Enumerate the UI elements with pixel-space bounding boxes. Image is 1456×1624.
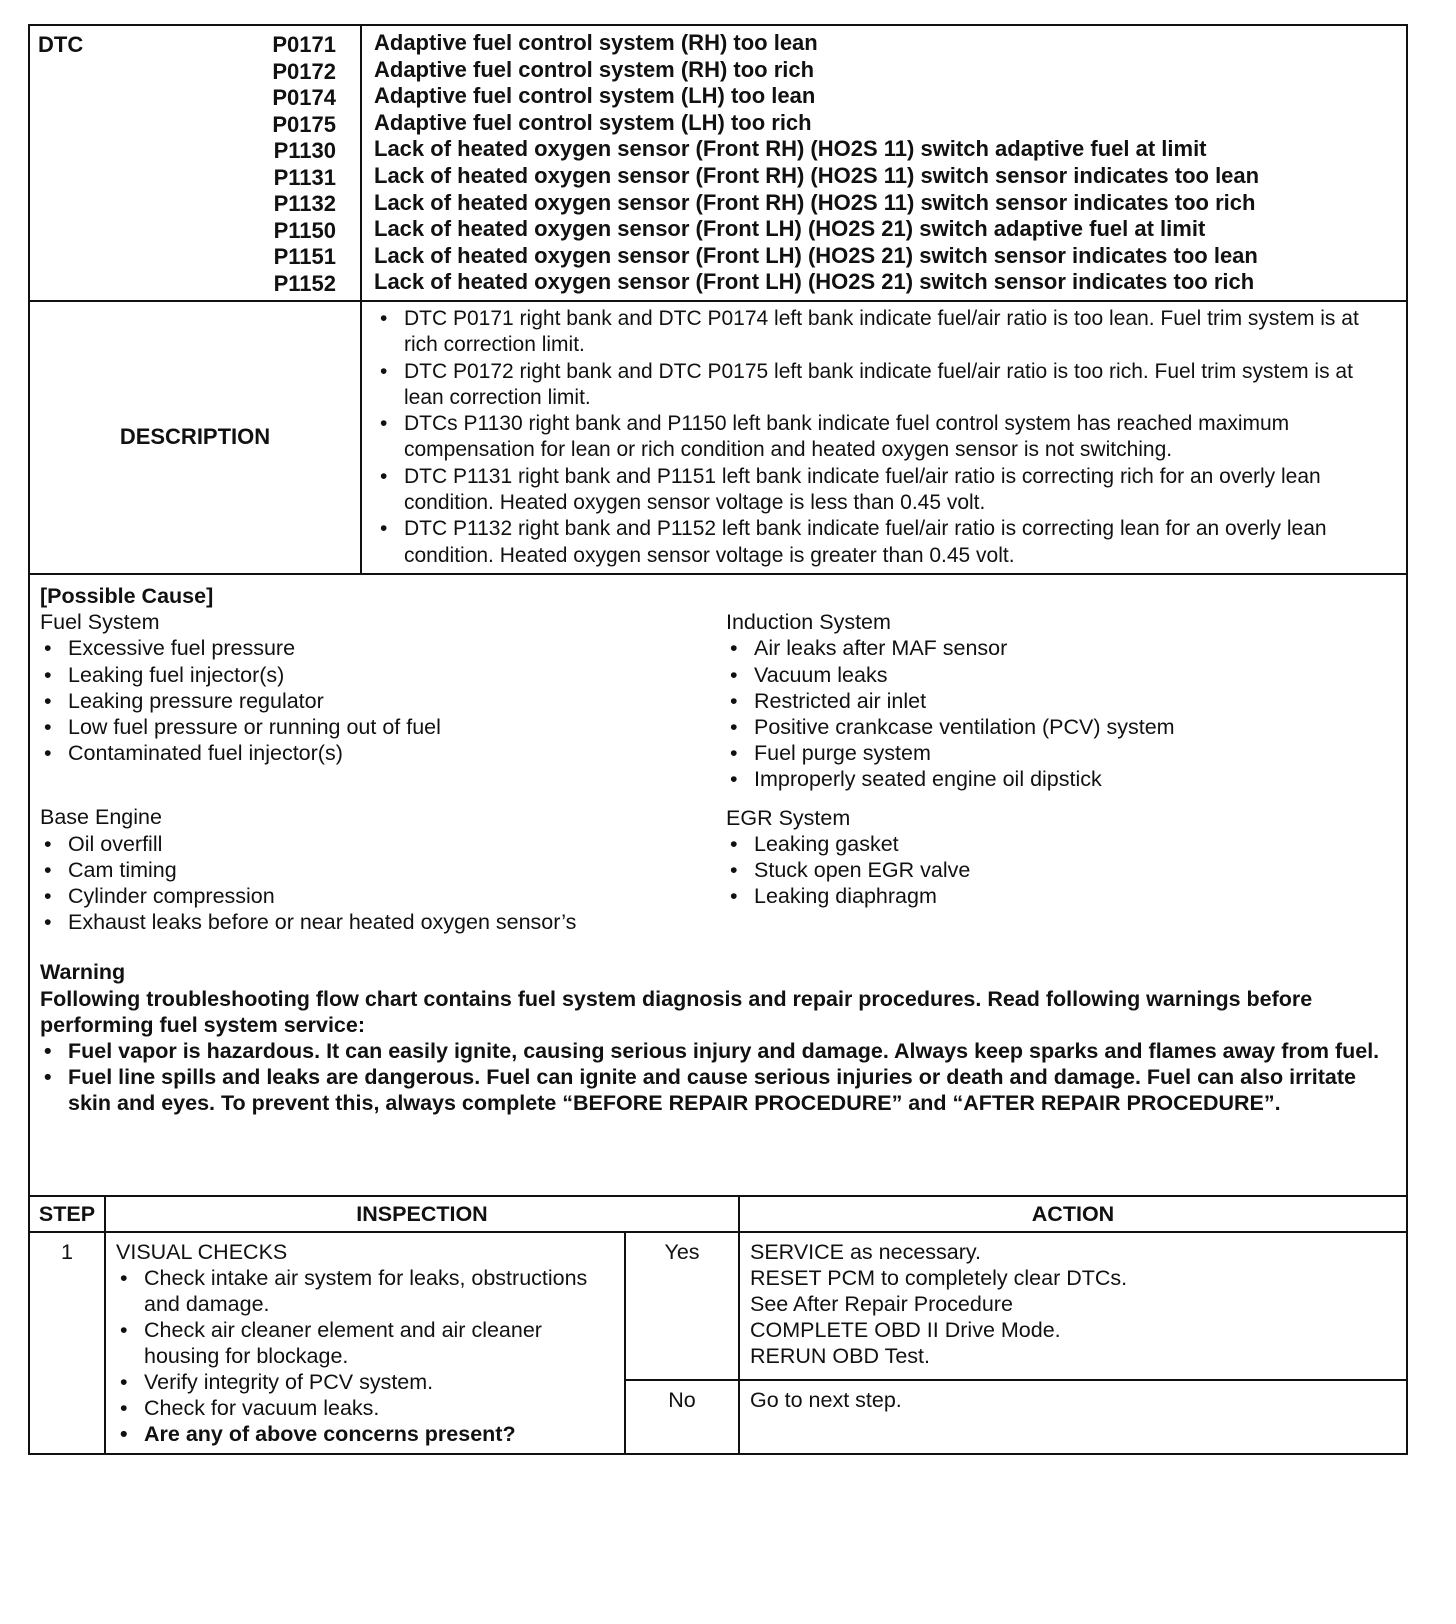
list-item: • Check for vacuum leaks.: [116, 1395, 614, 1421]
description-item: • DTC P1132 right bank and P1152 left bank indicate fuel/air ratio is correcting lean for an overly lean condition. Heated oxygen sensor voltage is greater than 0.45 volt.: [376, 516, 1394, 569]
warning-item: • Fuel line spills and leaks are dangerous. Fuel can ignite and cause serious injuries or death and damage. Fuel can also irritate skin and eyes. To prevent this, always complete “BEFORE REPAIR PROCEDURE” and “AFTER REPAIR PROCEDURE”.: [40, 1064, 1396, 1116]
inspection-header: INSPECTION: [105, 1196, 739, 1232]
description-item: • DTCs P1130 right bank and P1150 left bank indicate fuel control system has reached maximum compensation for lean or rich condition and heated oxygen sensor is not switching.: [376, 411, 1394, 464]
description-item: • DTC P1131 right bank and P1151 left bank indicate fuel/air ratio is correcting rich for an overly lean condition. Heated oxygen sensor voltage is less than 0.45 volt.: [376, 464, 1394, 517]
warning-title: Warning: [40, 960, 126, 985]
yes-label: Yes: [625, 1232, 739, 1380]
action-header: ACTION: [739, 1196, 1407, 1232]
no-action: Go to next step.: [739, 1380, 1407, 1454]
cause-columns: [40, 609, 1396, 947]
group-title: EGR System: [726, 805, 851, 830]
action-line: SERVICE as necessary.: [750, 1239, 982, 1264]
list-item: • Check intake air system for leaks, obstructions and damage.: [116, 1265, 614, 1317]
description-label: DESCRIPTION: [29, 301, 361, 574]
list-item: • Leaking pressure regulator: [40, 688, 726, 714]
description-item: • DTC P0172 right bank and DTC P0175 left bank indicate fuel/air ratio is too rich. Fuel trim system is at lean correction limit.: [376, 359, 1394, 412]
warning-block: [40, 959, 1396, 1116]
dtc-code: P0174: [272, 85, 336, 110]
dtc-text: Adaptive fuel control system (LH) too rich: [374, 109, 812, 135]
dtc-code: P1150: [273, 217, 336, 243]
warning-item: • Fuel vapor is hazardous. It can easily ignite, causing serious injury and damage. Always keep sparks and flames away from fuel.: [40, 1038, 1396, 1064]
service-manual-sheet: [28, 24, 1408, 1455]
inspection-list: [116, 1265, 614, 1447]
list-item: • Cam timing: [40, 857, 726, 883]
list-item: • Cylinder compression: [40, 883, 726, 909]
group-title: Base Engine: [40, 805, 162, 830]
cause-column-right: [726, 609, 1396, 947]
dtc-code: P1151: [273, 244, 336, 269]
dtc-code: P0172: [272, 58, 336, 84]
dtc-text: Adaptive fuel control system (RH) too lean: [374, 30, 818, 55]
dtc-code-column: [272, 32, 336, 297]
description-list: [376, 306, 1394, 569]
dtc-code: P1131: [273, 164, 336, 190]
list-item: • Leaking diaphragm: [726, 883, 1396, 909]
dtc-text: Lack of heated oxygen sensor (Front LH) (HO2S 21) switch sensor indicates too rich: [374, 269, 1255, 295]
cause-list: [40, 635, 726, 766]
dtc-label-cell: [29, 25, 361, 301]
warning-list: [40, 1038, 1396, 1117]
fuel-system-group: [40, 609, 726, 766]
list-item: • Excessive fuel pressure: [40, 635, 726, 661]
steps-table: [28, 1195, 1408, 1455]
cause-list: [726, 635, 1396, 792]
egr-system-group: [726, 805, 1396, 910]
induction-system-group: [726, 609, 1396, 792]
possible-cause-section: [28, 575, 1408, 1195]
list-item: • Stuck open EGR valve: [726, 857, 1396, 883]
action-line: COMPLETE OBD II Drive Mode.: [750, 1317, 1061, 1342]
dtc-text: Lack of heated oxygen sensor (Front RH) (HO2S 11) switch sensor indicates too rich: [374, 189, 1256, 215]
cause-column-left: [40, 609, 726, 947]
action-line: See After Repair Procedure: [750, 1291, 1013, 1316]
list-item: • Oil overfill: [40, 831, 726, 857]
dtc-text: Adaptive fuel control system (RH) too rich: [374, 56, 815, 82]
list-item: • Vacuum leaks: [726, 662, 1396, 688]
list-item: • Fuel purge system: [726, 740, 1396, 766]
list-item: • Check air cleaner element and air cleaner housing for blockage.: [116, 1317, 614, 1369]
dtc-text: Lack of heated oxygen sensor (Front RH) (HO2S 11) switch adaptive fuel at limit: [374, 136, 1207, 162]
inspection-title: VISUAL CHECKS: [116, 1239, 288, 1264]
inspection-cell: [105, 1232, 625, 1454]
list-item: • Low fuel pressure or running out of fuel: [40, 714, 726, 740]
dtc-text: Lack of heated oxygen sensor (Front RH) (HO2S 11) switch sensor indicates too lean: [374, 162, 1260, 188]
steps-header-row: [29, 1196, 1407, 1232]
cause-list: [40, 831, 726, 936]
list-item: • Exhaust leaks before or near heated oxygen sensor’s: [40, 909, 726, 935]
list-item: • Verify integrity of PCV system.: [116, 1369, 614, 1395]
yes-action-cell: [739, 1232, 1407, 1380]
list-item: • Positive crankcase ventilation (PCV) system: [726, 714, 1396, 740]
dtc-text: Lack of heated oxygen sensor (Front LH) (HO2S 21) switch sensor indicates too lean: [374, 242, 1258, 268]
base-engine-group: [40, 804, 726, 935]
step-header: STEP: [29, 1196, 105, 1232]
dtc-description-table: [28, 24, 1408, 575]
description-row: [29, 301, 1407, 574]
list-item: • Air leaks after MAF sensor: [726, 635, 1396, 661]
cause-list: [726, 831, 1396, 910]
group-title: Induction System: [726, 610, 891, 635]
description-item: • DTC P0171 right bank and DTC P0174 left bank indicate fuel/air ratio is too lean. Fuel trim system is at rich correction limit.: [376, 306, 1394, 359]
list-item: • Improperly seated engine oil dipstick: [726, 766, 1396, 792]
dtc-code: P0175: [272, 111, 336, 137]
dtc-text: Adaptive fuel control system (LH) too lean: [374, 83, 816, 109]
list-item: • Leaking fuel injector(s): [40, 662, 726, 688]
dtc-code: P1152: [273, 270, 336, 296]
table-row: [29, 1232, 1407, 1380]
possible-cause-heading: [Possible Cause]: [40, 583, 214, 608]
dtc-text: Lack of heated oxygen sensor (Front LH) (HO2S 21) switch adaptive fuel at limit: [374, 216, 1206, 242]
dtc-label: DTC: [38, 32, 84, 57]
dtc-code: P0171: [272, 32, 336, 57]
group-title: Fuel System: [40, 610, 160, 635]
action-line: RERUN OBD Test.: [750, 1343, 930, 1368]
list-item: • Restricted air inlet: [726, 688, 1396, 714]
dtc-code: P1132: [273, 191, 336, 216]
warning-intro: Following troubleshooting flow chart contains fuel system diagnosis and repair procedures. Read following warnings before performing fuel system service:: [40, 986, 1313, 1037]
step-number: 1: [29, 1232, 105, 1454]
list-item: • Contaminated fuel injector(s): [40, 740, 726, 766]
no-label: No: [625, 1380, 739, 1454]
dtc-text-cell: [361, 25, 1407, 301]
list-item: • Leaking gasket: [726, 831, 1396, 857]
action-line: RESET PCM to completely clear DTCs.: [750, 1265, 1128, 1290]
dtc-code: P1130: [273, 138, 336, 163]
dtc-row: [29, 25, 1407, 301]
description-cell: [361, 301, 1407, 574]
inspection-question: • Are any of above concerns present?: [116, 1421, 614, 1447]
